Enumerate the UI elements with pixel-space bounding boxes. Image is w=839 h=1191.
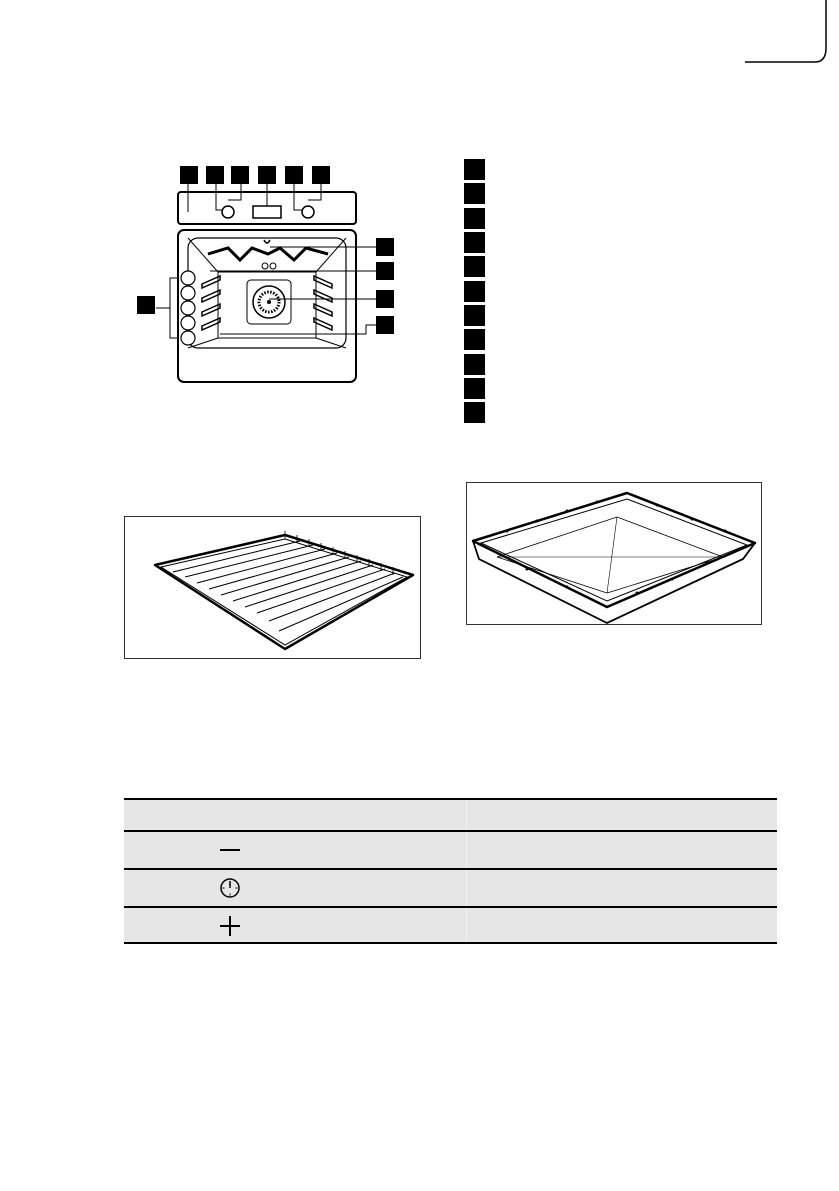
baking-tray-frame	[466, 482, 762, 625]
legend-item-3	[464, 208, 485, 229]
legend-item-4	[464, 232, 485, 253]
legend-item-5	[464, 256, 485, 277]
top-callouts	[180, 166, 330, 184]
minus-icon[interactable]	[218, 838, 242, 862]
oven-diagram	[130, 150, 420, 390]
page-corner-mark	[740, 0, 839, 70]
clock-icon[interactable]	[218, 876, 242, 900]
legend-item-11	[464, 402, 485, 423]
table-row	[124, 830, 777, 868]
table-row	[124, 868, 777, 906]
legend-item-1	[464, 159, 485, 180]
legend-item-9	[464, 354, 485, 375]
wire-shelf-frame	[124, 516, 421, 659]
table-header-row	[124, 798, 777, 830]
shelf-position-circles	[181, 271, 195, 345]
legend-item-8	[464, 329, 485, 350]
legend-item-6	[464, 281, 485, 302]
legend-item-7	[464, 305, 485, 326]
left-callout	[137, 296, 155, 314]
plus-icon[interactable]	[218, 914, 242, 938]
baking-tray-icon	[467, 483, 761, 624]
legend-item-2	[464, 183, 485, 204]
table-row	[124, 906, 777, 944]
wire-shelf-icon	[125, 517, 420, 658]
legend-item-10	[464, 378, 485, 399]
sensor-field-table	[124, 798, 777, 944]
